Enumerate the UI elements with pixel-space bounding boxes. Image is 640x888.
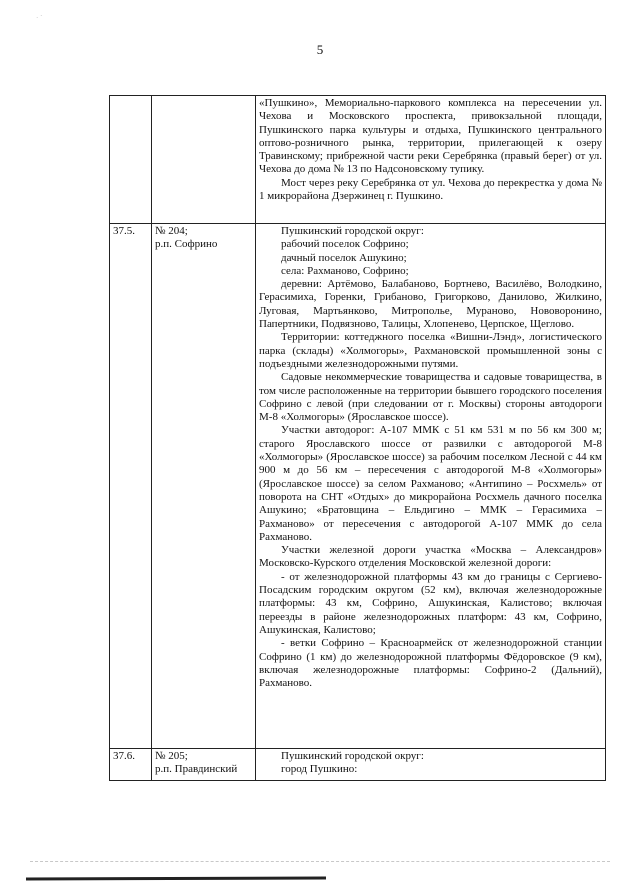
row-number: 37.6. (110, 749, 152, 781)
territory-paragraph: «Пушкино», Мемориально-паркового комплекса на пересечении ул. Чехова и Московского проспекта, привокзальной площади, Пушкинского парка культуры и отдыха, Пушкинского центрального оптово-розничного рынка, территории, прилегающей к озеру Травинскому; прибрежной части реки Серебрянка (правый берег) от ул. Чехова до дома № 13 по Надсоновскому тупику. (259, 97, 602, 176)
page-number: 5 (316, 42, 324, 57)
row-number (110, 96, 152, 224)
table-row (110, 224, 606, 749)
table-row (110, 749, 606, 781)
territory-paragraph: Мост через реку Серебрянка от ул. Чехова до перекрестка у дома № 1 микрорайона Дзержинец г. Пушкино. (259, 176, 602, 203)
territory-paragraph: рабочий поселок Софрино; (281, 238, 409, 251)
territory-paragraph: - ветки Софрино – Красноармейск от железнодорожной станции Софрино (1 км) до железнодорожной платформы Фёдоровское (9 км), включая железнодорожные платформы: Софрино-2 (Дальний), Рахманово. (259, 637, 602, 690)
territory-paragraph: села: Рахманово, Софрино; (281, 264, 409, 277)
margin-marks: · ´ (36, 14, 43, 22)
footer-dashed-line (30, 861, 610, 862)
territory-paragraph: - от железнодорожной платформы 43 км до границы с Сергиево-Посадским городским округом (52 км), включая железнодорожные платформы: 43 км, Софрино, Ашукинская, Калистово; включая переезды в районе железнодорожных платформ: 43 км, Софрино, Ашукинская, Калистово; (259, 570, 602, 636)
territory-paragraph: Участки железной дороги участка «Москва – Александров» Московско-Курского отделения Московской железной дороги: (259, 544, 602, 570)
station-line: № 205; (155, 750, 188, 762)
territory-cell (256, 749, 606, 781)
territory-paragraph: Территории: коттеджного поселка «Вишни-Лэнд», логистического парка (склады) «Холмогоры», Рахмановской промышленной зоны с подъездными железнодорожными путями. (259, 331, 602, 370)
territory-cell (256, 96, 606, 224)
territory-paragraph: Пушкинский городской округ: (281, 225, 424, 237)
station-cell (152, 749, 256, 781)
footer-scan-edge (26, 876, 326, 880)
territory-cell (256, 224, 606, 749)
station-line: № 204; (155, 225, 188, 237)
row-number: 37.5. (110, 224, 152, 749)
station-cell (152, 224, 256, 749)
territory-paragraph: Участки автодорог: А-107 ММК с 51 км 531 м по 56 км 300 м; старого Ярославского шоссе от развилки с автодорогой М-8 «Холмогоры» (Ярославское шоссе) за рабочим поселком Лесной с 44 км 900 м до 56 км – пересечения с автодорогой М-8 «Холмогоры» (Ярославское шоссе) за селом Рахманово; «Антипино – Росхмель» от поворота на СНТ «Отдых» до микрорайона Росхмель дачного поселка Ашукино; «Братовщина – Ельдигино – ММК – Герасимиха – Рахманово» от пересечения с автодорогой А-107 ММК до села Рахманово. (259, 424, 602, 543)
station-line: р.п. Правдинский (155, 763, 238, 776)
territory-paragraph: город Пушкино: (281, 763, 358, 776)
station-cell (152, 96, 256, 224)
territory-paragraph: Садовые некоммерческие товарищества и садовые товарищества, в том числе расположенные на территории бывшего городского поселения Софрино с левой (при следовании от г. Москвы) стороны автодороги М-8 «Холмогоры» (Ярославское шоссе). (259, 371, 602, 424)
territory-paragraph: Пушкинский городской округ: (281, 750, 424, 762)
table-row (110, 96, 606, 224)
station-line: р.п. Софрино (155, 238, 218, 251)
territory-paragraph: деревни: Артёмово, Балабаново, Бортнево, Василёво, Володкино, Герасимиха, Горенки, Грибаново, Григорково, Данилово, Жилкино, Луговая, Мартьянково, Митрополье, Мураново, Нововоронино, Папертники, Подвязново, Талицы, Хлопенево, Церпское, Щеглово. (259, 278, 602, 331)
districts-table (109, 95, 606, 781)
territory-paragraph: дачный поселок Ашукино; (281, 251, 407, 264)
